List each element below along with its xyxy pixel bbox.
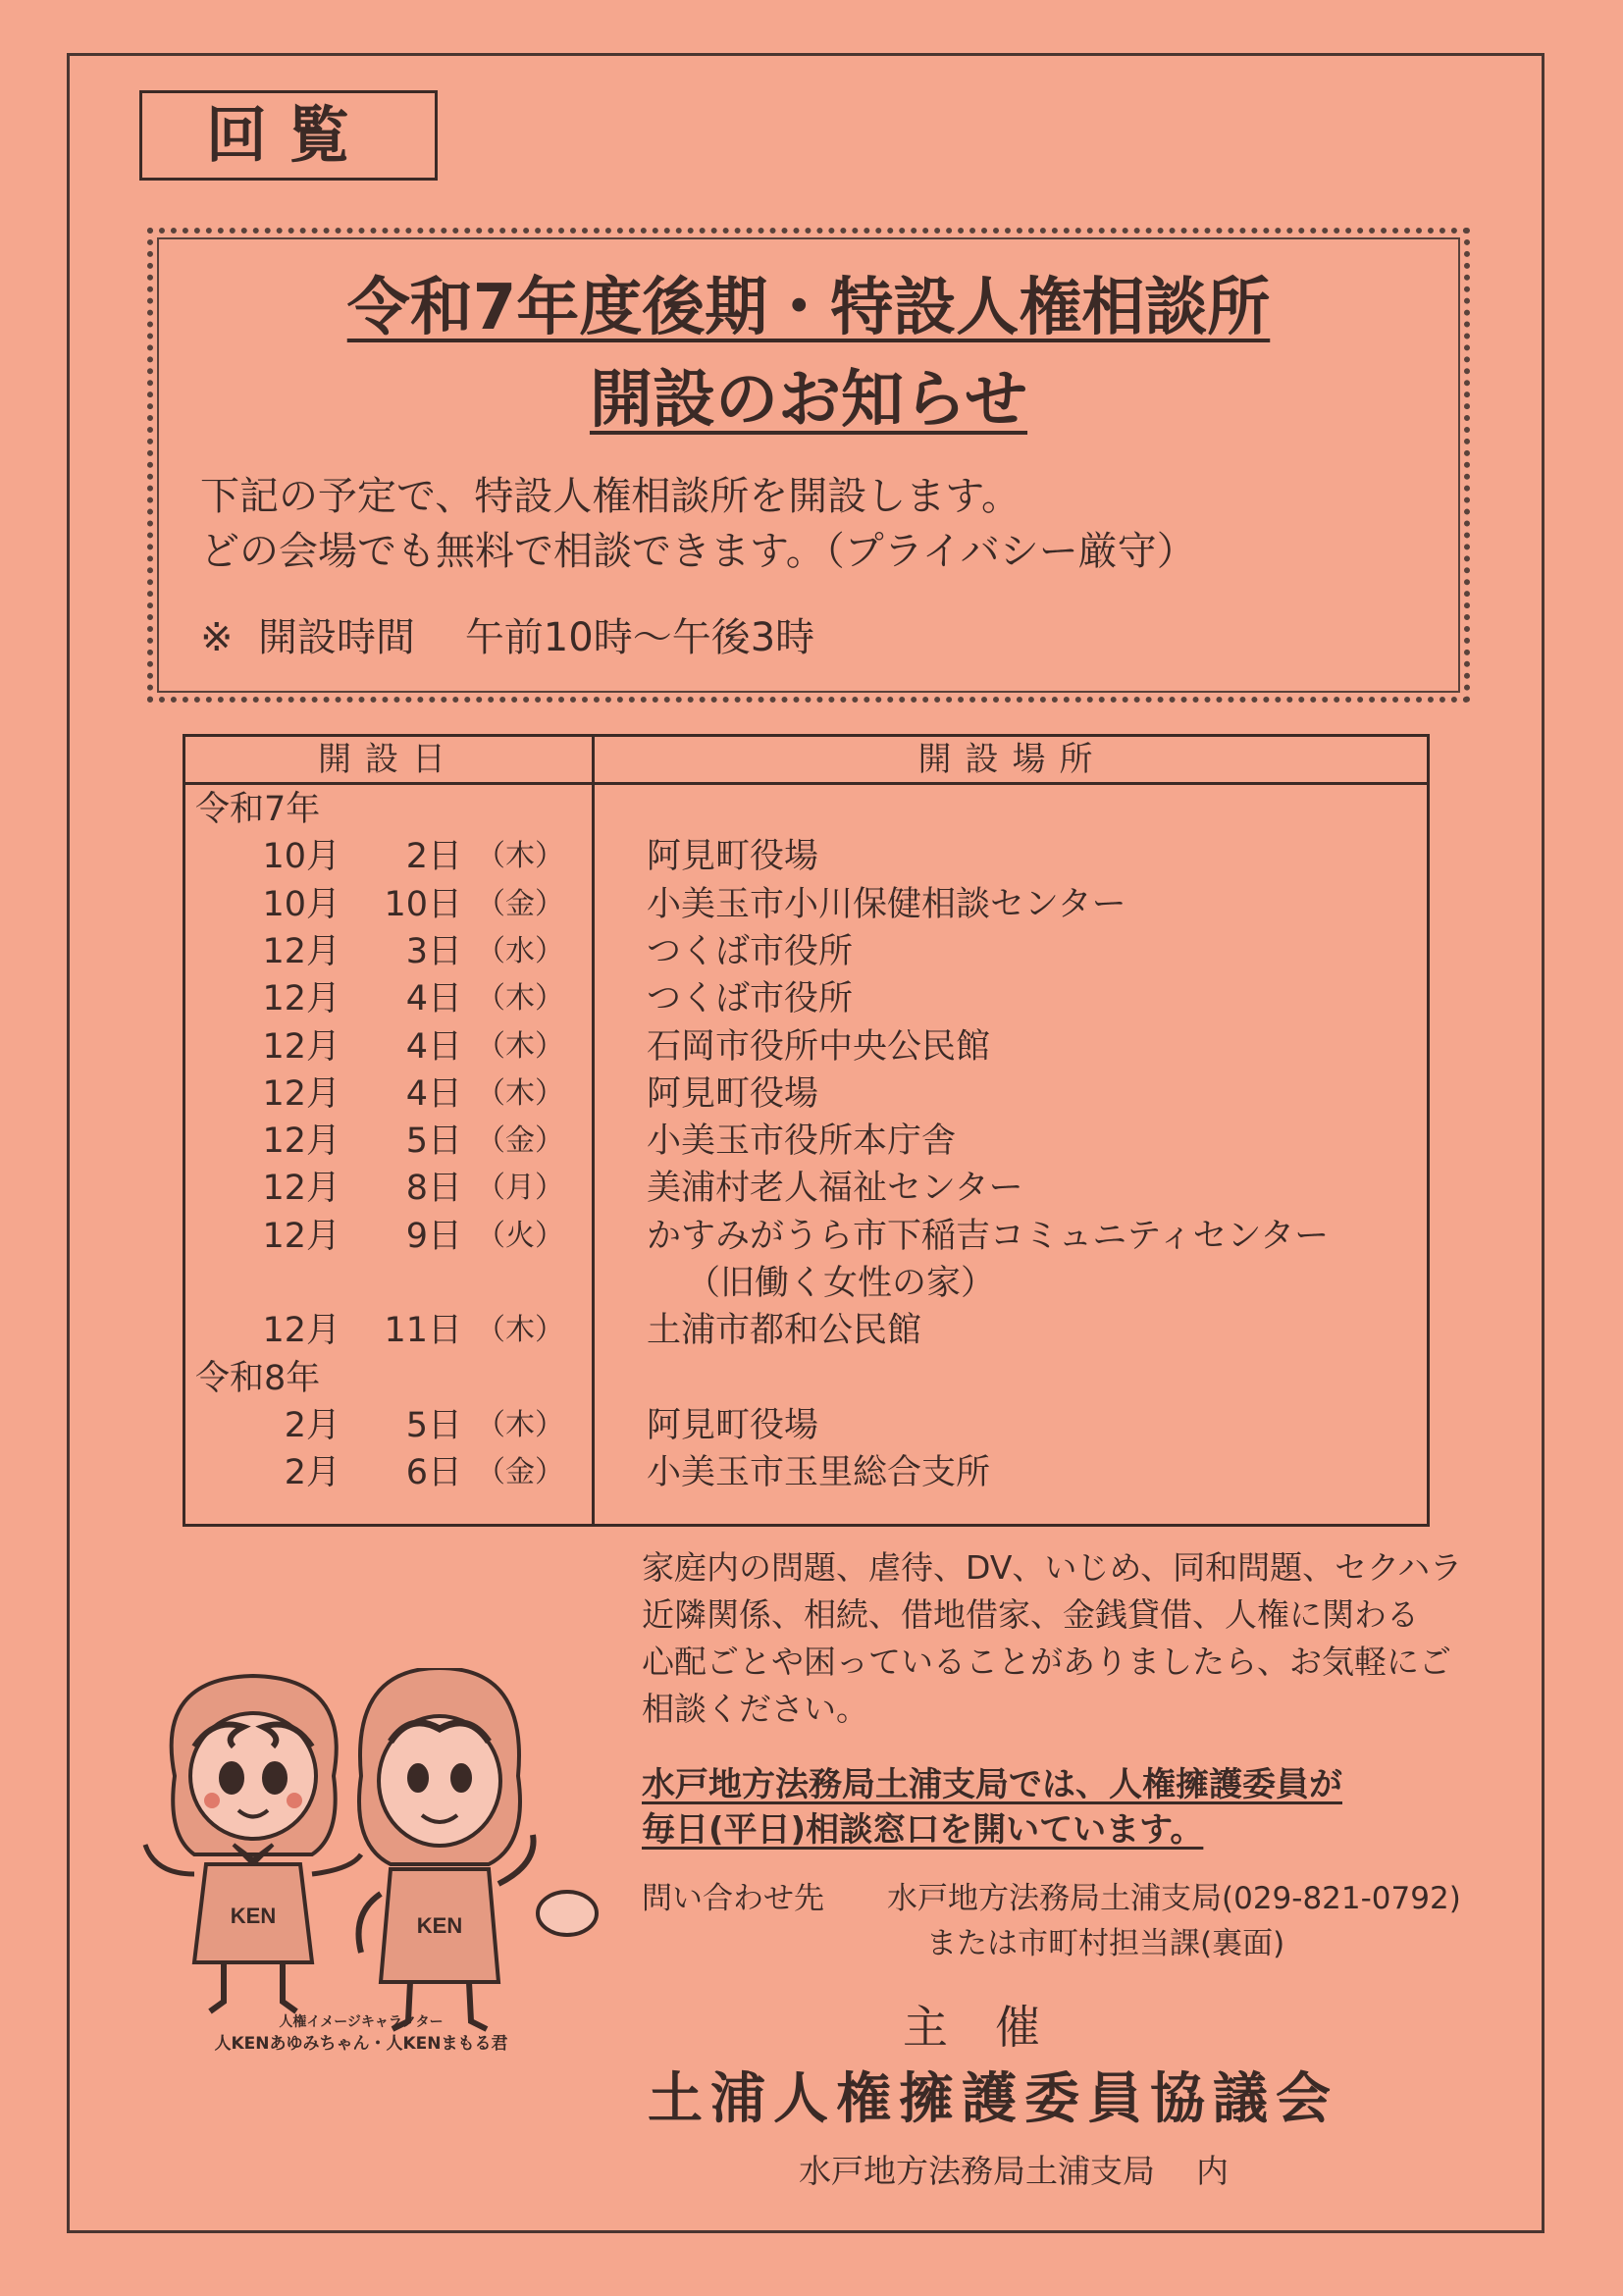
organizer-address: 水戸地方法務局土浦支局 内 xyxy=(799,2152,1229,2190)
topics-line: 相談ください。 xyxy=(642,1690,868,1728)
date-month: 12月 xyxy=(262,979,340,1019)
venue-name: 阿見町役場 xyxy=(647,837,819,877)
venue-name: 阿見町役場 xyxy=(647,1073,819,1114)
date-weekday: （金） xyxy=(476,1455,564,1490)
date-month: 2月 xyxy=(284,1405,340,1445)
venue-note: （旧働く女性の家） xyxy=(686,1264,996,1303)
schedule-row xyxy=(185,1070,1427,1118)
schedule-row xyxy=(185,1213,1427,1260)
date-month: 10月 xyxy=(262,884,340,924)
title-line-1: 令和7年度後期・特設人権相談所 xyxy=(346,272,1271,344)
daily-consultation-notice xyxy=(642,1762,1342,1852)
date-weekday: （木） xyxy=(476,1407,564,1442)
venue-name: 石岡市役所中央公民館 xyxy=(647,1026,991,1067)
title-line-2: 開設のお知らせ xyxy=(589,364,1028,437)
date-weekday: （木） xyxy=(476,1028,564,1064)
contact-office: 水戸地方法務局土浦支局(029-821-0792) xyxy=(887,1881,1461,1916)
date-weekday: （水） xyxy=(476,933,564,968)
date-day: 4日 xyxy=(405,1073,462,1114)
date-month: 12月 xyxy=(262,1122,340,1162)
schedule-row xyxy=(185,975,1427,1022)
opening-hours xyxy=(200,610,814,665)
notice-line: 毎日(平日)相談窓口を開いています。 xyxy=(642,1810,1204,1850)
date-day: 3日 xyxy=(405,931,462,971)
venue-name: 阿見町役場 xyxy=(647,1405,819,1445)
topics-line: 家庭内の問題、虐待、DV、いじめ、同和問題、セクハラ xyxy=(642,1548,1463,1587)
date-month: 12月 xyxy=(262,1216,340,1256)
ken-badge-right: KEN xyxy=(416,1913,463,1938)
venue-name: 小美玉市小川保健相談センター xyxy=(647,884,1126,924)
date-month: 12月 xyxy=(262,1311,340,1351)
era-year: 令和8年 xyxy=(195,1358,321,1398)
date-weekday: （金） xyxy=(476,1123,564,1159)
date-weekday: （木） xyxy=(476,981,564,1017)
date-day: 9日 xyxy=(405,1216,462,1256)
intro-text xyxy=(200,469,1196,579)
venue-name: 小美玉市玉里総合支所 xyxy=(647,1453,991,1493)
date-weekday: （木） xyxy=(476,1075,564,1111)
schedule-row xyxy=(185,928,1427,975)
mascot-caption xyxy=(194,2011,528,2055)
date-month: 12月 xyxy=(262,1169,340,1209)
note-mark: ※ xyxy=(200,615,234,660)
header-place: 開設場所 xyxy=(917,740,1107,779)
date-month: 12月 xyxy=(262,1073,340,1114)
venue-name: 小美玉市役所本庁舎 xyxy=(647,1122,957,1162)
intro-line: 下記の予定で、特設人権相談所を開設します。 xyxy=(200,474,1021,519)
notice-line: 水戸地方法務局土浦支局では、人権擁護委員が xyxy=(642,1765,1342,1804)
era-year: 令和7年 xyxy=(195,790,321,829)
topics-line: 近隣関係、相続、借地借家、金銭貸借、人権に関わる xyxy=(642,1595,1419,1634)
contact-label: 問い合わせ先 xyxy=(642,1881,824,1916)
mascot-illustration xyxy=(116,1668,606,2061)
ayumi-chan-mascot xyxy=(145,1676,361,2011)
date-day: 2日 xyxy=(405,837,462,877)
schedule-row xyxy=(185,1449,1427,1496)
organizer-name: 土浦人権擁護委員協議会 xyxy=(648,2067,1338,2131)
schedule-row xyxy=(185,1260,1427,1307)
date-month: 12月 xyxy=(262,1026,340,1067)
ken-badge-left: KEN xyxy=(230,1904,277,1928)
date-day: 11日 xyxy=(384,1311,462,1351)
venue-name: 美浦村老人福祉センター xyxy=(647,1169,1023,1209)
notice-box xyxy=(147,228,1470,703)
date-day: 4日 xyxy=(405,979,462,1019)
contact-alternative: または市町村担当課(裏面) xyxy=(926,1926,1285,1961)
date-month: 2月 xyxy=(284,1453,340,1493)
venue-name: つくば市役所 xyxy=(647,931,854,971)
schedule-table xyxy=(183,734,1430,1527)
date-day: 6日 xyxy=(405,1453,462,1493)
date-day: 5日 xyxy=(405,1405,462,1445)
schedule-row xyxy=(185,1307,1427,1354)
header-date: 開設日 xyxy=(318,740,459,779)
date-month: 10月 xyxy=(262,837,340,877)
date-day: 8日 xyxy=(405,1169,462,1209)
schedule-row xyxy=(185,1165,1427,1212)
schedule-row xyxy=(185,1118,1427,1165)
intro-line: どの会場でも無料で相談できます。（プライバシー厳守） xyxy=(200,529,1196,574)
date-weekday: （木） xyxy=(476,1313,564,1348)
venue-name: つくば市役所 xyxy=(647,979,854,1019)
date-weekday: （金） xyxy=(476,886,564,921)
topics-line: 心配ごとや困っていることがありましたら、お気軽にご xyxy=(642,1643,1451,1681)
venue-name: かすみがうら市下稲吉コミュニティセンター xyxy=(647,1216,1330,1256)
schedule-row xyxy=(185,881,1427,928)
mascot-caption-small: 人権イメージキャラクター xyxy=(279,2014,444,2030)
date-day: 10日 xyxy=(384,884,462,924)
schedule-row xyxy=(185,1023,1427,1070)
date-month: 12月 xyxy=(262,931,340,971)
mascot-caption-main: 人KENあゆみちゃん・人KENまもる君 xyxy=(214,2034,508,2054)
schedule-row xyxy=(185,1355,1427,1402)
date-weekday: （月） xyxy=(476,1171,564,1206)
date-weekday: （火） xyxy=(476,1218,564,1253)
date-day: 5日 xyxy=(405,1122,462,1162)
consultation-topics xyxy=(642,1544,1476,1733)
hours-value: 午前10時～午後3時 xyxy=(464,615,815,660)
date-day: 4日 xyxy=(405,1026,462,1067)
schedule-row xyxy=(185,1402,1427,1449)
sponsor-label: 主催 xyxy=(903,2001,1087,2054)
circular-tag: 回覧 xyxy=(139,90,438,181)
hours-label: 開設時間 xyxy=(257,615,415,660)
mamoru-kun-mascot xyxy=(359,1668,598,2029)
venue-name: 土浦市都和公民館 xyxy=(647,1311,922,1351)
schedule-row xyxy=(185,786,1427,833)
date-weekday: （木） xyxy=(476,839,564,874)
schedule-row xyxy=(185,833,1427,880)
